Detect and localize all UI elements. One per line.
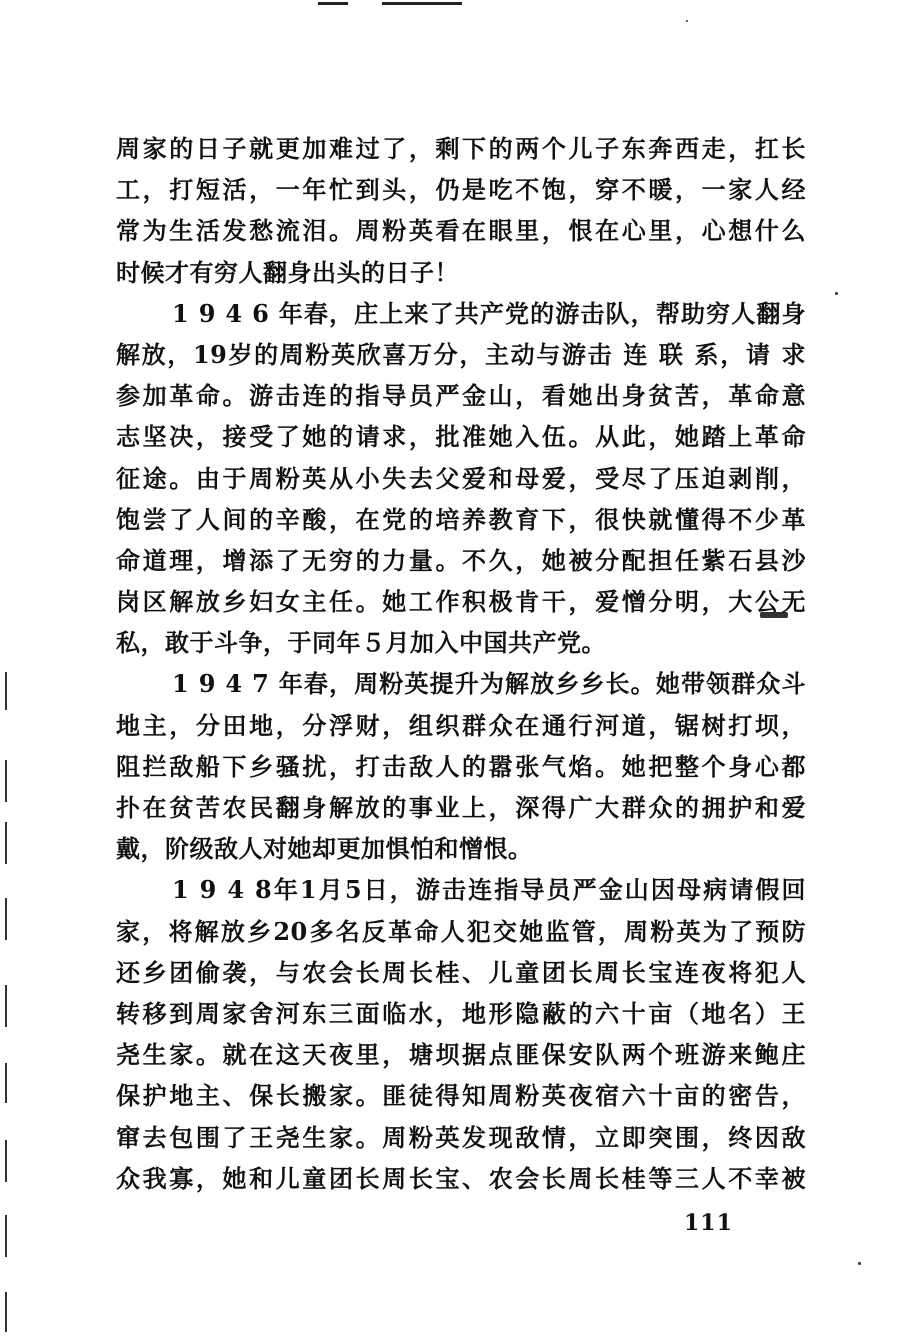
binding-edge-mark <box>5 1215 7 1257</box>
text-line: 保护地主、保长搬家。匪徒得知周粉英夜宿六十亩的密告， <box>116 1081 806 1111</box>
text-line: 1 9 4 8年1月5日，游击连指导员严金山因母病请假回 <box>172 875 806 905</box>
scan-speck <box>858 1262 861 1265</box>
text-line: 周家的日子就更加难过了，剩下的两个儿子东奔西走，扛长 <box>116 134 806 163</box>
binding-edge-mark <box>5 985 7 1027</box>
text-line: 岗区解放乡妇女主任。她工作积极肯干，爱憎分明，大公无 <box>116 587 806 617</box>
text-line: 戴，阶级敌人对她却更加惧怕和憎恨。 <box>116 834 533 864</box>
scan-speck <box>686 20 688 22</box>
text-line: 征途。由于周粉英从小失去父爱和母爱，受尽了压迫剥削， <box>116 463 806 493</box>
text-line: 命道理，增添了无穷的力量。不久，她被分配担任紫石县沙 <box>116 545 806 575</box>
text-line: 私，敢于斗争，于同年５月加入中国共产党。 <box>116 628 606 658</box>
binding-edge-mark <box>5 822 7 864</box>
body-text <box>116 128 806 1199</box>
binding-edge-mark <box>5 1292 7 1332</box>
binding-edge-mark <box>5 672 7 710</box>
binding-edge-mark <box>5 760 7 802</box>
text-line: 转移到周家舍河东三面临水，地形隐蔽的六十亩（地名）王 <box>116 998 806 1028</box>
text-line: 工，打短活，一年忙到头，仍是吃不饱，穿不暖，一家人经 <box>116 175 806 205</box>
text-line: 常为生活发愁流泪。周粉英看在眼里，恨在心里，心想什么 <box>116 216 806 246</box>
binding-edge-mark <box>5 898 7 940</box>
binding-edge-mark <box>5 1140 7 1182</box>
top-edge-mark <box>318 2 348 5</box>
text-line: 尧生家。就在这天夜里，塘坝据点匪保安队两个班游来鲍庄 <box>116 1040 806 1070</box>
text-line: 阻拦敌船下乡骚扰，打击敌人的嚣张气焰。她把整个身心都 <box>116 751 806 781</box>
text-line: 1 9 4 6 年春，庄上来了共产党的游击队，帮助穷人翻身 <box>172 298 806 328</box>
text-line: 众我寡，她和儿童团长周长宝、农会长周长桂等三人不幸被 <box>116 1163 806 1193</box>
text-line: 参加革命。游击连的指导员严金山，看她出身贫苦，革命意 <box>116 381 806 411</box>
text-line: 还乡团偷袭，与农会长周长桂、儿童团长周长宝连夜将犯人 <box>116 957 806 987</box>
text-line: 时候才有穷人翻身出头的日子！ <box>116 257 459 287</box>
text-line: 窜去包围了王尧生家。周粉英发现敌情，立即突围，终因敌 <box>116 1122 806 1152</box>
text-line: 志坚决，接受了她的请求，批准她入伍。从此，她踏上革命 <box>116 422 806 452</box>
top-edge-mark <box>382 2 462 5</box>
text-line: 家，将解放乡20多名反革命人犯交她监管，周粉英为了预防 <box>116 916 806 946</box>
text-line: 扑在贫苦农民翻身解放的事业上，深得广大群众的拥护和爱 <box>116 793 806 822</box>
text-line: 1 9 4 7 年春，周粉英提升为解放乡乡长。她带领群众斗 <box>172 669 806 699</box>
text-line: 解放，19岁的周粉英欣喜万分，主动与游击 连 联 系，请 求 <box>116 339 806 369</box>
binding-edge-mark <box>5 1063 7 1103</box>
page-number: 111 <box>684 1210 733 1236</box>
text-line: 地主，分田地，分浮财，组织群众在通行河道，锯树打坝， <box>116 710 806 740</box>
scan-speck <box>835 292 838 295</box>
text-line: 饱尝了人间的辛酸，在党的培养教育下，很快就懂得不少革 <box>116 504 806 534</box>
